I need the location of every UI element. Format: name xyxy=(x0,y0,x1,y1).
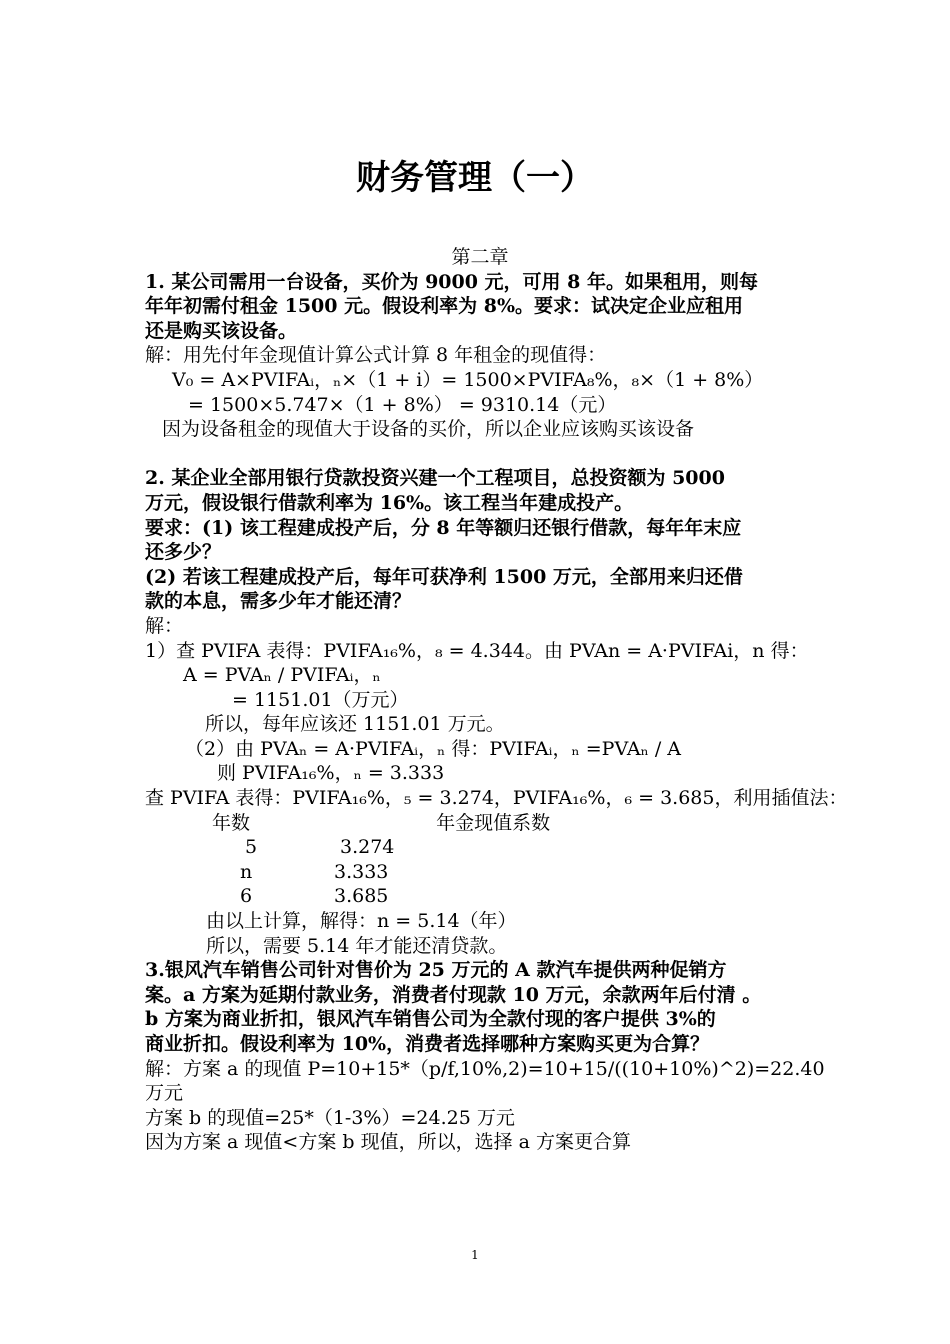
q1-question-line: 还是购买该设备。 xyxy=(145,319,298,342)
table-header-years: 年数 xyxy=(212,811,251,834)
q1-conclusion-line: 因为设备租金的现值大于设备的买价，所以企业应该购买该设备 xyxy=(162,418,695,441)
q1-solution-line: 解：用先付年金现值计算公式计算 8 年租金的现值得： xyxy=(145,344,607,367)
q2-question-line: 要求：(1) 该工程建成投产后，分 8 年等额归还银行借款，每年年末应 xyxy=(145,516,742,539)
q2-formula-line: A = PVAₙ / PVIFAᵢ，ₙ xyxy=(183,664,381,687)
table-row xyxy=(145,835,815,860)
q2-conclusion-line: 所以，需要 5.14 年才能还清贷款。 xyxy=(206,934,508,957)
q3-solution-line: 解：方案 a 的现值 P=10+15*（p/f,10%,2)=10+15/((10+10%)^2)=22.40 xyxy=(145,1057,825,1080)
q2-solution-line: 1）查 PVIFA 表得：PVIFA₁₆%，₈ = 4.344。由 PVAn = A·PVIFAi，n 得： xyxy=(145,639,809,662)
q2-solution-line: （2）由 PVAₙ = A·PVIFAᵢ，ₙ 得：PVIFAᵢ，ₙ =PVAₙ / A xyxy=(185,737,682,760)
q2-conclusion-line: 由以上计算，解得：n = 5.14（年） xyxy=(206,910,517,933)
table-cell-value: 3.685 xyxy=(334,885,389,908)
q3-solution-line: 万元 xyxy=(145,1082,184,1105)
table-cell-year: n xyxy=(240,860,253,883)
table-cell-value: 3.333 xyxy=(334,860,389,883)
document-title: 财务管理（一） xyxy=(356,158,594,198)
q2-question-line: (2) 若该工程建成投产后，每年可获净利 1500 万元，全部用来归还借 xyxy=(145,565,743,588)
table-cell-value: 3.274 xyxy=(340,836,395,859)
chapter-heading: 第二章 xyxy=(451,246,509,268)
q2-solution-line: 所以，每年应该还 1151.01 万元。 xyxy=(205,713,505,736)
q3-question-line: 商业折扣。假设利率为 10%，消费者选择哪种方案购买更为合算？ xyxy=(145,1033,710,1055)
q3-question-line: 3.银风汽车销售公司针对售价为 25 万元的 A 款汽车提供两种促销方 xyxy=(145,959,727,982)
q2-question-line: 万元，假设银行借款利率为 16%。该工程当年建成投产。 xyxy=(145,491,634,514)
paragraph-gap xyxy=(145,442,815,467)
table-row xyxy=(145,860,815,885)
q2-question-line: 款的本息，需多少年才能还清？ xyxy=(145,590,412,613)
table-header-coefficient: 年金现值系数 xyxy=(436,811,551,834)
q1-formula-line: V₀ = A×PVIFAᵢ，ₙ×（1 + i）= 1500×PVIFA₈%，₈×（1 + 8%） xyxy=(172,368,764,391)
q3-question-line: 案。a 方案为延期付款业务，消费者付现款 10 万元，余款两年后付清 。 xyxy=(145,983,762,1006)
q2-question-line: 还多少？ xyxy=(145,541,222,564)
q3-conclusion-line: 因为方案 a 现值<方案 b 现值，所以，选择 a 方案更合算 xyxy=(145,1131,631,1154)
page-number: 1 xyxy=(471,1248,479,1262)
q2-formula-line: = 1151.01（万元） xyxy=(232,688,409,711)
q2-solution-line: 解： xyxy=(145,614,184,637)
q2-solution-line: 查 PVIFA 表得：PVIFA₁₆%，₅ = 3.274，PVIFA₁₆%，₆ = 3.685，利用插值法： xyxy=(145,787,848,810)
table-header-row xyxy=(145,811,815,836)
q1-question-line: 年年初需付租金 1500 元。假设利率为 8%。要求：试决定企业应租用 xyxy=(145,295,744,318)
q1-question-line: 1. 某公司需用一台设备，买价为 9000 元，可用 8 年。如果租用，则每 xyxy=(145,270,759,293)
q2-question-line: 2. 某企业全部用银行贷款投资兴建一个工程项目，总投资额为 5000 xyxy=(145,467,725,490)
table-row xyxy=(145,884,815,909)
q1-formula-line: = 1500×5.747×（1 + 8%） = 9310.14（元） xyxy=(188,393,617,416)
q3-question-line: b 方案为商业折扣，银风汽车销售公司为全款付现的客户提供 3%的 xyxy=(145,1008,716,1031)
interpolation-table xyxy=(145,811,815,909)
q2-formula-line: 则 PVIFA₁₆%，ₙ = 3.333 xyxy=(217,762,445,785)
table-cell-year: 5 xyxy=(245,836,258,859)
document-body xyxy=(145,245,848,1155)
table-cell-year: 6 xyxy=(240,885,253,908)
q3-solution-line: 方案 b 的现值=25*（1-3%）=24.25 万元 xyxy=(145,1106,515,1129)
